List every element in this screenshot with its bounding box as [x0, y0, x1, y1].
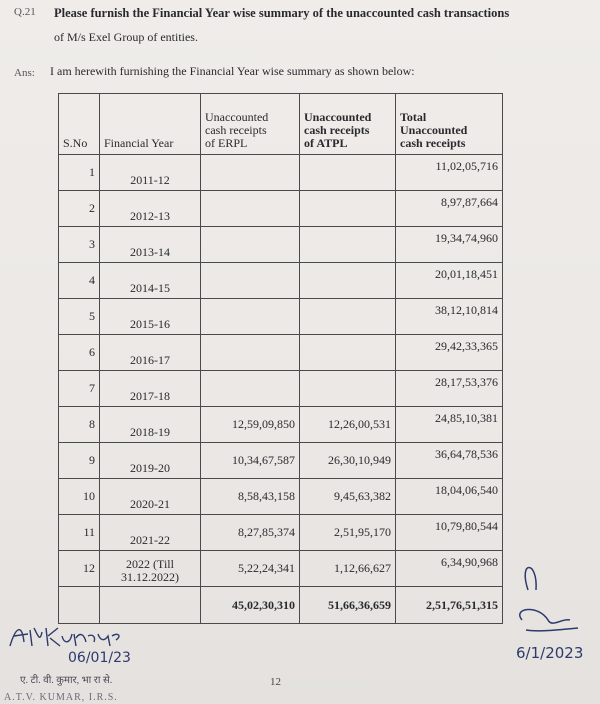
table-row — [59, 479, 503, 515]
cell-sno: 8 — [59, 407, 100, 443]
table-row — [59, 407, 503, 443]
cell-atpl — [300, 371, 396, 407]
cell-sno: 12 — [59, 551, 100, 587]
header-financial-year: Financial Year — [100, 94, 201, 155]
cell-total: 29,42,33,365 — [396, 335, 503, 371]
cell-atpl: 2,51,95,170 — [300, 515, 396, 551]
summary-table — [58, 93, 503, 624]
cell-financial-year: 2022 (Till 31.12.2022) — [100, 551, 201, 587]
cell-sno: 11 — [59, 515, 100, 551]
total-erpl: 45,02,30,310 — [201, 587, 300, 624]
signature-left-date: 06/01/23 — [68, 650, 131, 666]
cell-erpl — [201, 263, 300, 299]
cell-atpl: 12,26,00,531 — [300, 407, 396, 443]
cell-atpl — [300, 299, 396, 335]
cell-financial-year: 2013-14 — [100, 227, 201, 263]
cell-atpl — [300, 227, 396, 263]
cell-total: 19,34,74,960 — [396, 227, 503, 263]
cell-total: 36,64,78,536 — [396, 443, 503, 479]
table-row — [59, 263, 503, 299]
stamp-line2: A.T.V. KUMAR, I.R.S. — [4, 692, 118, 703]
question-number: Q.21 — [14, 6, 36, 18]
cell-atpl: 1,12,66,627 — [300, 551, 396, 587]
cell-financial-year: 2014-15 — [100, 263, 201, 299]
cell-total: 38,12,10,814 — [396, 299, 503, 335]
cell-total: 18,04,06,540 — [396, 479, 503, 515]
cell-erpl: 8,58,43,158 — [201, 479, 300, 515]
cell-financial-year: 2018-19 — [100, 407, 201, 443]
cell-erpl — [201, 371, 300, 407]
cell-total: 8,97,87,664 — [396, 191, 503, 227]
cell-atpl — [300, 191, 396, 227]
cell-financial-year: 2012-13 — [100, 191, 201, 227]
table-row — [59, 335, 503, 371]
total-atpl: 51,66,36,659 — [300, 587, 396, 624]
stamp-line1: ए. टी. वी. कुमार, भा रा से. — [20, 675, 113, 686]
page-number: 12 — [270, 676, 281, 688]
cell-total: 6,34,90,968 — [396, 551, 503, 587]
cell-sno: 2 — [59, 191, 100, 227]
table-row — [59, 299, 503, 335]
cell-erpl: 12,59,09,850 — [201, 407, 300, 443]
cell-financial-year: 2021-22 — [100, 515, 201, 551]
cell-erpl — [201, 155, 300, 191]
table-row — [59, 191, 503, 227]
cell-total: 28,17,53,376 — [396, 371, 503, 407]
table-row — [59, 443, 503, 479]
cell-sno: 5 — [59, 299, 100, 335]
table-row — [59, 371, 503, 407]
cell-sno: 6 — [59, 335, 100, 371]
cell-total: 20,01,18,451 — [396, 263, 503, 299]
header-atpl: Unaccounted cash receipts of ATPL — [300, 94, 396, 155]
table-row — [59, 515, 503, 551]
cell-sno: 10 — [59, 479, 100, 515]
cell-sno: 3 — [59, 227, 100, 263]
header-erpl: Unaccounted cash receipts of ERPL — [201, 94, 300, 155]
cell-atpl — [300, 335, 396, 371]
cell-financial-year: 2011-12 — [100, 155, 201, 191]
cell-financial-year: 2019-20 — [100, 443, 201, 479]
cell-sno: 9 — [59, 443, 100, 479]
cell-total: 24,85,10,381 — [396, 407, 503, 443]
cell-erpl — [201, 335, 300, 371]
signature-left — [4, 606, 154, 666]
signature-right-date: 6/1/2023 — [516, 644, 584, 662]
grand-total: 2,51,76,51,315 — [396, 587, 503, 624]
question-text-line1: Please furnish the Financial Year wise summary of the unaccounted cash transactions — [54, 6, 510, 20]
cell-financial-year: 2020-21 — [100, 479, 201, 515]
cell-total: 10,79,80,544 — [396, 515, 503, 551]
header-total: Total Unaccounted cash receipts — [396, 94, 503, 155]
header-sno: S.No — [59, 94, 100, 155]
cell-financial-year: 2017-18 — [100, 371, 201, 407]
cell-erpl — [201, 191, 300, 227]
answer-text: I am herewith furnishing the Financial Year wise summary as shown below: — [50, 64, 415, 78]
cell-sno: 1 — [59, 155, 100, 191]
cell-atpl — [300, 155, 396, 191]
table-header-row — [59, 94, 503, 155]
cell-erpl: 8,27,85,374 — [201, 515, 300, 551]
cell-atpl — [300, 263, 396, 299]
cell-erpl: 10,34,67,587 — [201, 443, 300, 479]
table-row — [59, 227, 503, 263]
cell-sno: 4 — [59, 263, 100, 299]
cell-erpl: 5,22,24,341 — [201, 551, 300, 587]
cell-financial-year: 2015-16 — [100, 299, 201, 335]
cell-atpl: 9,45,63,382 — [300, 479, 396, 515]
cell-erpl — [201, 227, 300, 263]
cell-sno: 7 — [59, 371, 100, 407]
signature-right — [508, 520, 598, 670]
table-row — [59, 551, 503, 587]
answer-label: Ans: — [14, 67, 35, 79]
table-row — [59, 155, 503, 191]
cell-atpl: 26,30,10,949 — [300, 443, 396, 479]
cell-erpl — [201, 299, 300, 335]
cell-total: 11,02,05,716 — [396, 155, 503, 191]
cell-financial-year: 2016-17 — [100, 335, 201, 371]
question-text-line2: of M/s Exel Group of entities. — [54, 30, 198, 44]
